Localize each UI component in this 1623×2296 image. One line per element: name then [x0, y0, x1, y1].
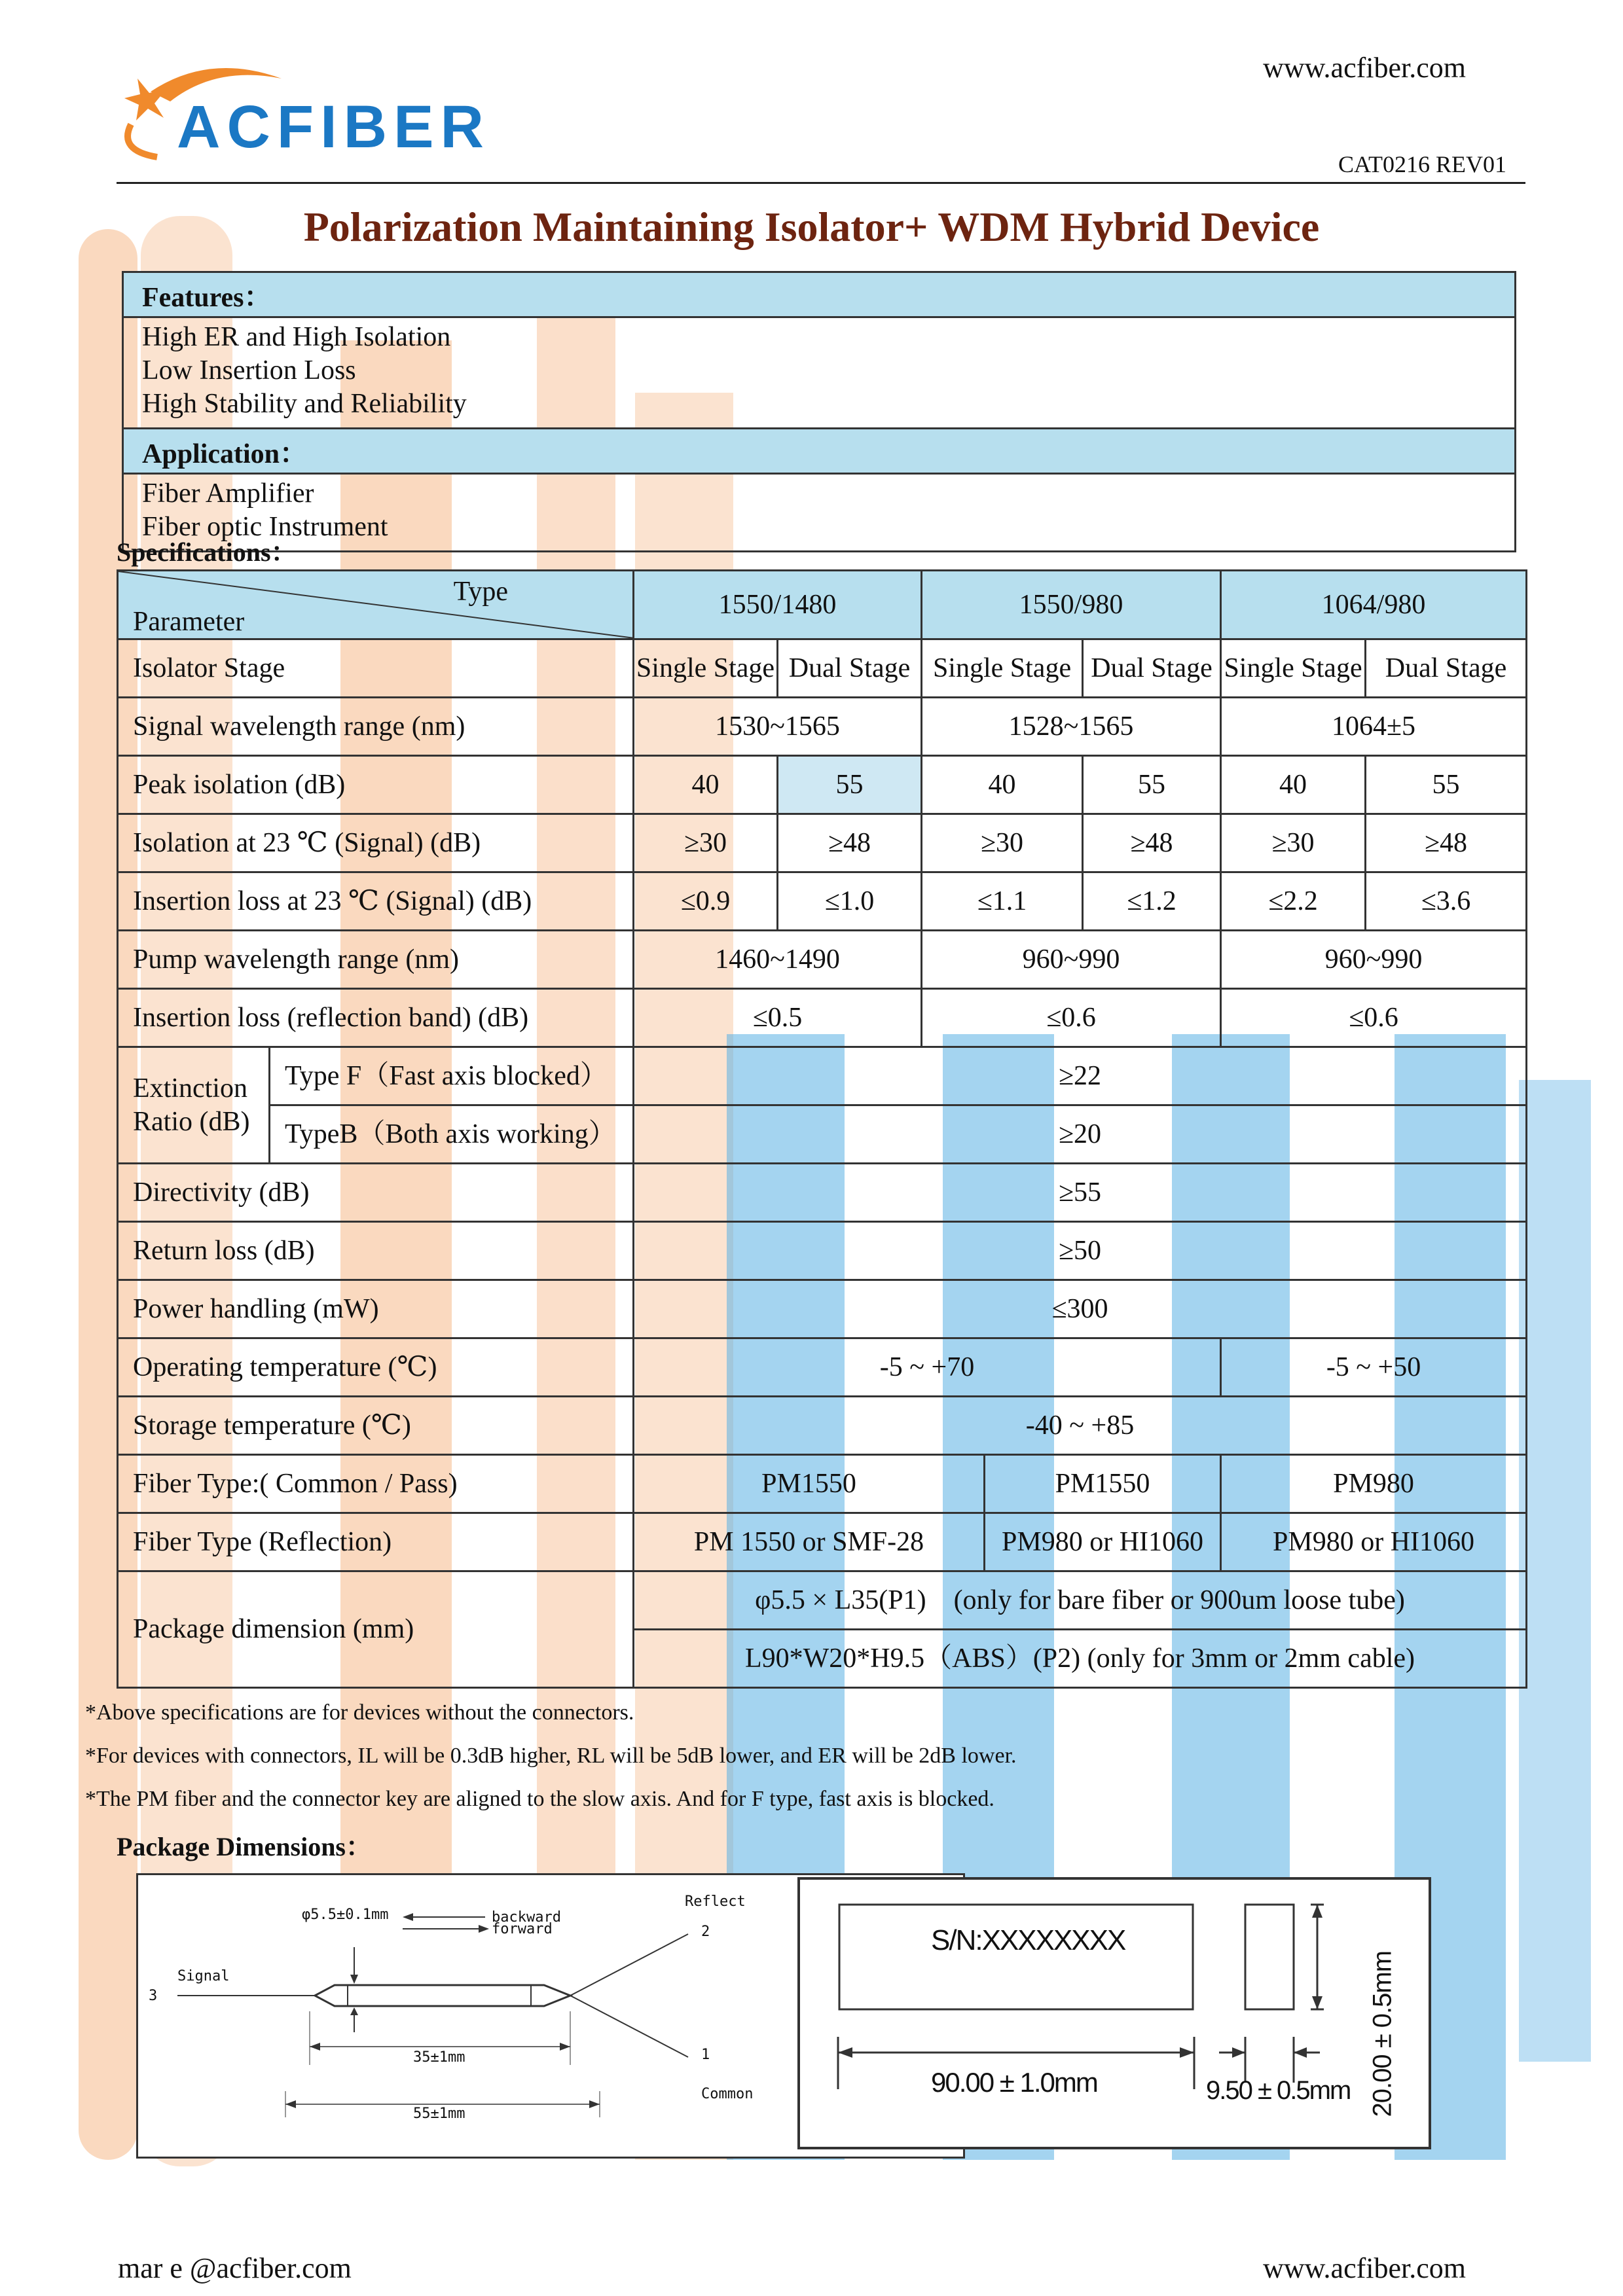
note: *Above specifications are for devices without the connectors.	[85, 1700, 634, 1725]
port-2-label: 2	[701, 1924, 710, 1940]
value-cell: ≤300	[634, 1280, 1527, 1338]
value-cell: ≥20	[634, 1105, 1527, 1164]
table-row	[118, 931, 1527, 989]
value-cell: ≤3.6	[1366, 872, 1527, 931]
value-cell: 960~990	[1221, 931, 1527, 989]
value-cell: 1530~1565	[634, 698, 922, 756]
table-row	[118, 1280, 1527, 1338]
port-1-label: 1	[701, 2047, 710, 2063]
value-cell: L90*W20*H9.5（ABS）(P2) (only for 3mm or 2mm cable)	[634, 1630, 1527, 1688]
table-row	[118, 756, 1527, 814]
param-label: Package dimension (mm)	[118, 1571, 634, 1688]
height-label: 20.00 ± 0.5mm	[1368, 1950, 1397, 2117]
value-cell: ≤2.2	[1221, 872, 1366, 931]
feature-item: High Stability and Reliability	[142, 389, 467, 419]
param-label: Storage temperature (℃)	[118, 1397, 634, 1455]
value-cell: 1528~1565	[922, 698, 1221, 756]
param-label: Insertion loss (reflection band) (dB)	[118, 989, 634, 1047]
value-cell: ≤0.6	[922, 989, 1221, 1047]
length-35-label: 35±1mm	[413, 2049, 465, 2066]
param-label: Power handling (mW)	[118, 1280, 634, 1338]
value-cell: -5 ~ +70	[634, 1338, 1221, 1397]
forward-label: forward	[492, 1921, 553, 1937]
document-code: CAT0216 REV01	[1338, 151, 1506, 177]
common-label: Common	[701, 2086, 754, 2102]
param-label: Peak isolation (dB)	[118, 756, 634, 814]
param-label: Fiber Type:( Common / Pass)	[118, 1455, 634, 1513]
value-cell: ≥48	[1366, 814, 1527, 872]
value-cell: ≥48	[778, 814, 922, 872]
type-header: 1064/980	[1221, 571, 1527, 639]
application-item: Fiber Amplifier	[142, 478, 314, 509]
value-cell: ≥22	[634, 1047, 1527, 1105]
param-sublabel: Type F（Fast axis blocked）	[270, 1047, 634, 1105]
value-cell: -40 ~ +85	[634, 1397, 1527, 1455]
param-label: Operating temperature (℃)	[118, 1338, 634, 1397]
reflect-label: Reflect	[685, 1893, 746, 1910]
value-cell: PM980 or HI1060	[985, 1513, 1221, 1571]
param-label: Isolation at 23 ℃ (Signal) (dB)	[118, 814, 634, 872]
page-title: Polarization Maintaining Isolator+ WDM Hybrid Device	[303, 204, 1320, 250]
value-cell: ≥50	[634, 1222, 1527, 1280]
package-dimensions-heading: Package Dimensions：	[117, 1832, 372, 1861]
value-cell: ≤0.9	[634, 872, 778, 931]
table-row	[118, 1455, 1527, 1513]
application-item: Fiber optic Instrument	[142, 512, 388, 542]
param-sublabel: TypeB（Both axis working）	[270, 1105, 634, 1164]
length-55-label: 55±1mm	[413, 2106, 465, 2122]
serial-number-label: S/N:XXXXXXXX	[931, 1924, 1125, 1956]
value-cell: 40	[634, 756, 778, 814]
value-cell: ≤0.6	[1221, 989, 1527, 1047]
table-row	[118, 1338, 1527, 1397]
application-heading: Application：	[124, 427, 1514, 475]
feature-item: High ER and High Isolation	[142, 322, 451, 352]
table-row	[118, 698, 1527, 756]
specifications-table	[117, 569, 1527, 1689]
header-website[interactable]: www.acfiber.com	[1263, 52, 1466, 84]
param-label: Pump wavelength range (nm)	[118, 931, 634, 989]
package-drawing-p2	[797, 1877, 1431, 2149]
type-header: 1550/1480	[634, 571, 922, 639]
acfiber-logo	[111, 52, 490, 164]
value-cell: φ5.5 × L35(P1) (only for bare fiber or 900um loose tube)	[634, 1571, 1527, 1630]
value-cell: ≤1.0	[778, 872, 922, 931]
backward-label: backward	[492, 1909, 561, 1926]
value-cell: 40	[922, 756, 1083, 814]
table-header-row	[118, 571, 1527, 639]
features-list	[124, 318, 1514, 427]
feature-item: Low Insertion Loss	[142, 355, 356, 386]
stage-cell: Single Stage	[1221, 639, 1366, 698]
table-row	[118, 872, 1527, 931]
value-cell: 55	[778, 756, 922, 814]
table-row	[118, 814, 1527, 872]
param-label: Extinction Ratio (dB)	[118, 1047, 270, 1164]
value-cell: 960~990	[922, 931, 1221, 989]
param-label: Directivity (dB)	[118, 1164, 634, 1222]
stage-cell: Dual Stage	[1366, 639, 1527, 698]
corner-cell	[118, 571, 634, 639]
value-cell: -5 ~ +50	[1221, 1338, 1527, 1397]
table-row	[118, 1571, 1527, 1630]
value-cell: PM1550	[634, 1455, 985, 1513]
corner-parameter-label: Parameter	[133, 606, 245, 637]
value-cell: 55	[1366, 756, 1527, 814]
value-cell: ≥30	[922, 814, 1083, 872]
value-cell: ≤0.5	[634, 989, 922, 1047]
stage-cell: Single Stage	[634, 639, 778, 698]
value-cell: 1064±5	[1221, 698, 1527, 756]
value-cell: PM980	[1221, 1455, 1527, 1513]
param-label: Return loss (dB)	[118, 1222, 634, 1280]
logo-text: ACFIBER	[177, 94, 490, 160]
table-row	[118, 1164, 1527, 1222]
features-box	[122, 271, 1516, 552]
value-cell: ≤1.2	[1083, 872, 1221, 931]
signal-label: Signal	[177, 1968, 230, 1984]
application-list	[124, 475, 1514, 550]
footer-email[interactable]: mar e @acfiber.com	[118, 2252, 352, 2284]
header-divider	[117, 182, 1525, 184]
type-header: 1550/980	[922, 571, 1221, 639]
stage-cell: Dual Stage	[778, 639, 922, 698]
param-label: Fiber Type (Reflection)	[118, 1513, 634, 1571]
value-cell: ≥48	[1083, 814, 1221, 872]
param-label: Signal wavelength range (nm)	[118, 698, 634, 756]
box-package-drawing-icon	[800, 1880, 1429, 2147]
diameter-label: φ5.5±0.1mm	[302, 1907, 389, 1923]
port-3-label: 3	[149, 1988, 158, 2004]
value-cell: ≤1.1	[922, 872, 1083, 931]
table-row	[118, 1047, 1527, 1105]
specifications-heading: Specifications：	[117, 537, 297, 567]
note: *The PM fiber and the connector key are aligned to the slow axis. And for F type, fast axis is blocked.	[85, 1787, 994, 1811]
value-cell: 1460~1490	[634, 931, 922, 989]
table-row	[118, 1222, 1527, 1280]
value-cell: PM980 or HI1060	[1221, 1513, 1527, 1571]
width-label: 9.50 ± 0.5mm	[1206, 2076, 1351, 2105]
stage-cell: Dual Stage	[1083, 639, 1221, 698]
value-cell: ≥30	[1221, 814, 1366, 872]
footer-website[interactable]: www.acfiber.com	[1263, 2252, 1466, 2284]
table-row	[118, 1105, 1527, 1164]
note: *For devices with connectors, IL will be 0.3dB higher, RL will be 5dB lower, and ER will be 2dB lower.	[85, 1744, 1017, 1768]
stage-cell: Single Stage	[922, 639, 1083, 698]
table-row	[118, 639, 1527, 698]
table-row	[118, 1513, 1527, 1571]
table-row	[118, 989, 1527, 1047]
value-cell: 55	[1083, 756, 1221, 814]
features-heading: Features：	[124, 273, 1514, 318]
value-cell: ≥30	[634, 814, 778, 872]
value-cell: 40	[1221, 756, 1366, 814]
table-row	[118, 1397, 1527, 1455]
param-label: Insertion loss at 23 ℃ (Signal) (dB)	[118, 872, 634, 931]
param-label: Isolator Stage	[118, 639, 634, 698]
length-label: 90.00 ± 1.0mm	[931, 2067, 1097, 2098]
value-cell: PM 1550 or SMF-28	[634, 1513, 985, 1571]
value-cell: ≥55	[634, 1164, 1527, 1222]
value-cell: PM1550	[985, 1455, 1221, 1513]
corner-type-label: Type	[453, 577, 508, 607]
